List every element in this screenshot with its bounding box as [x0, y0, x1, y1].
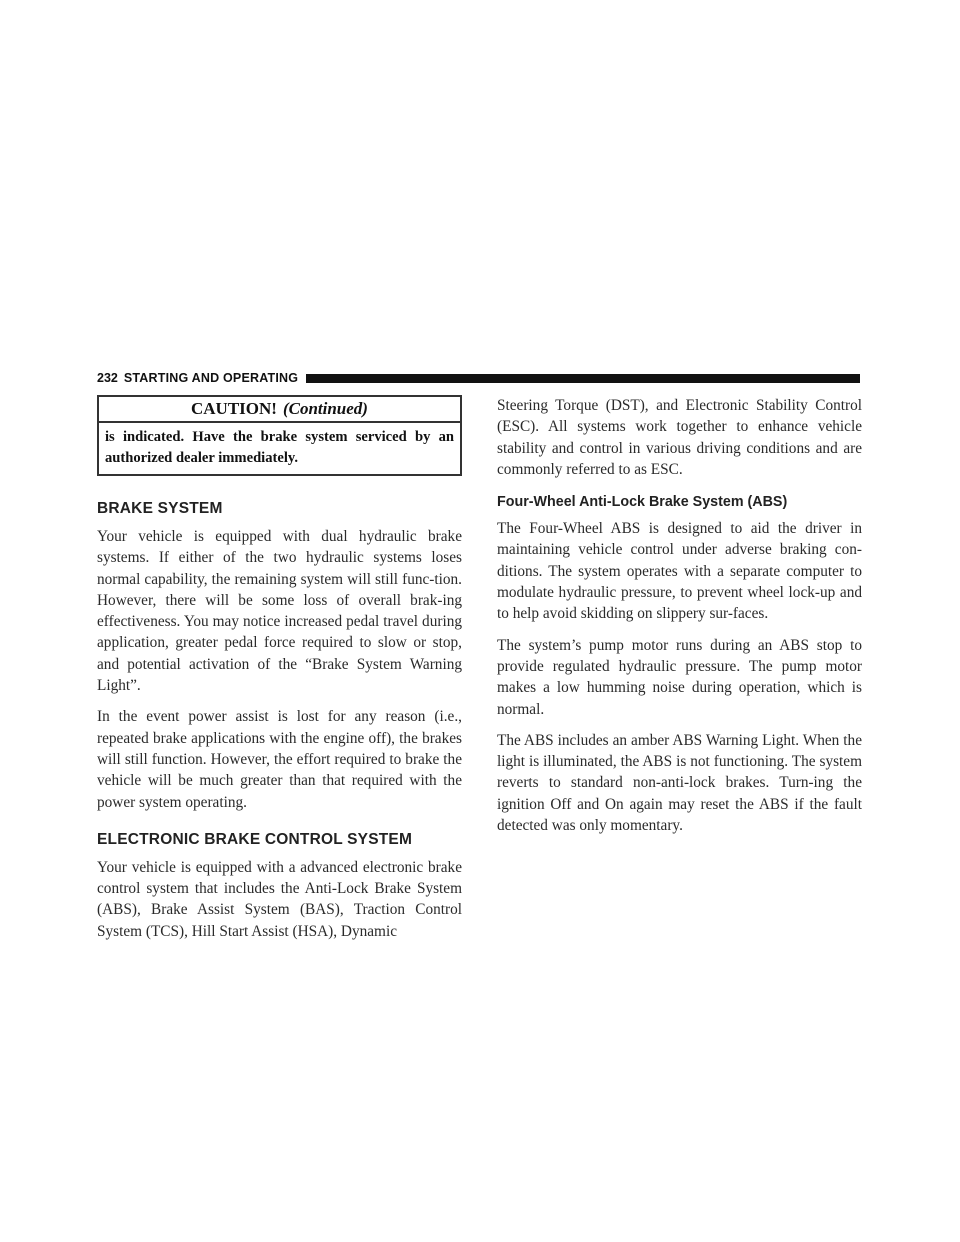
- right-column: [497, 395, 862, 836]
- brake-system-paragraph-1: Your vehicle is equipped with dual hydraulic brake systems. If either of the two hydraulic systems loses normal capability, the remaining system will still func-tion. However, there will be some loss of overall brak-ing effectiveness. You may notice increased pedal travel during application, greater pedal force required to slow or stop, and potential activation of the “Brake System Warning Light”.: [97, 528, 462, 695]
- abs-heading: Four-Wheel Anti-Lock Brake System (ABS): [497, 494, 788, 511]
- brake-system-heading: BRAKE SYSTEM: [97, 500, 223, 517]
- caution-title: CAUTION!: [191, 399, 277, 418]
- caution-header: [99, 397, 460, 423]
- caution-text: is indicated. Have the brake system serviced by an authorized dealer immediately.: [105, 429, 454, 466]
- abs-paragraph-1: The Four-Wheel ABS is designed to aid the driver in maintaining vehicle control under adverse braking con-ditions. The system operates with a separate computer to modulate hydraulic pressure, to prevent wheel lock-up and to help avoid skidding on slippery sur-faces.: [497, 520, 862, 623]
- ebc-paragraph-start: Your vehicle is equipped with a advanced electronic brake control system that includes the Anti-Lock Brake System (ABS), Brake Assist System (BAS), Traction Control System (TCS), Hill Start Assist (HSA), Dynamic: [97, 858, 462, 940]
- caution-continued: (Continued): [282, 399, 368, 418]
- left-column: [97, 395, 462, 942]
- abs-paragraph-3: The ABS includes an amber ABS Warning Light. When the light is illuminated, the ABS is not functioning. The system reverts to standard non-anti-lock brakes. Turn-ing the ignition Off and On again may reset the ABS if the fault detected was only momentary.: [497, 731, 862, 835]
- abs-paragraph-2: The system’s pump motor runs during an ABS stop to provide regulated hydraulic pressure. The pump motor makes a low humming noise during operation, which is normal.: [497, 636, 862, 718]
- page-header: [97, 370, 860, 386]
- caution-box: [97, 395, 462, 476]
- ebc-paragraph-continued: Steering Torque (DST), and Electronic Stability Control (ESC). All systems work together to enhance vehicle stability and control in various driving conditions and are commonly referred to as ESC.: [497, 397, 862, 478]
- page-number: 232: [97, 371, 118, 385]
- section-title: STARTING AND OPERATING: [123, 371, 299, 385]
- header-rule: [306, 374, 860, 383]
- brake-system-paragraph-2: In the event power assist is lost for any reason (i.e., repeated brake applications with the engine off), the brakes will still function. However, the effort required to brake the vehicle will be much greater than that required with the power system operating.: [97, 708, 462, 811]
- ebc-heading: ELECTRONIC BRAKE CONTROL SYSTEM: [97, 830, 413, 848]
